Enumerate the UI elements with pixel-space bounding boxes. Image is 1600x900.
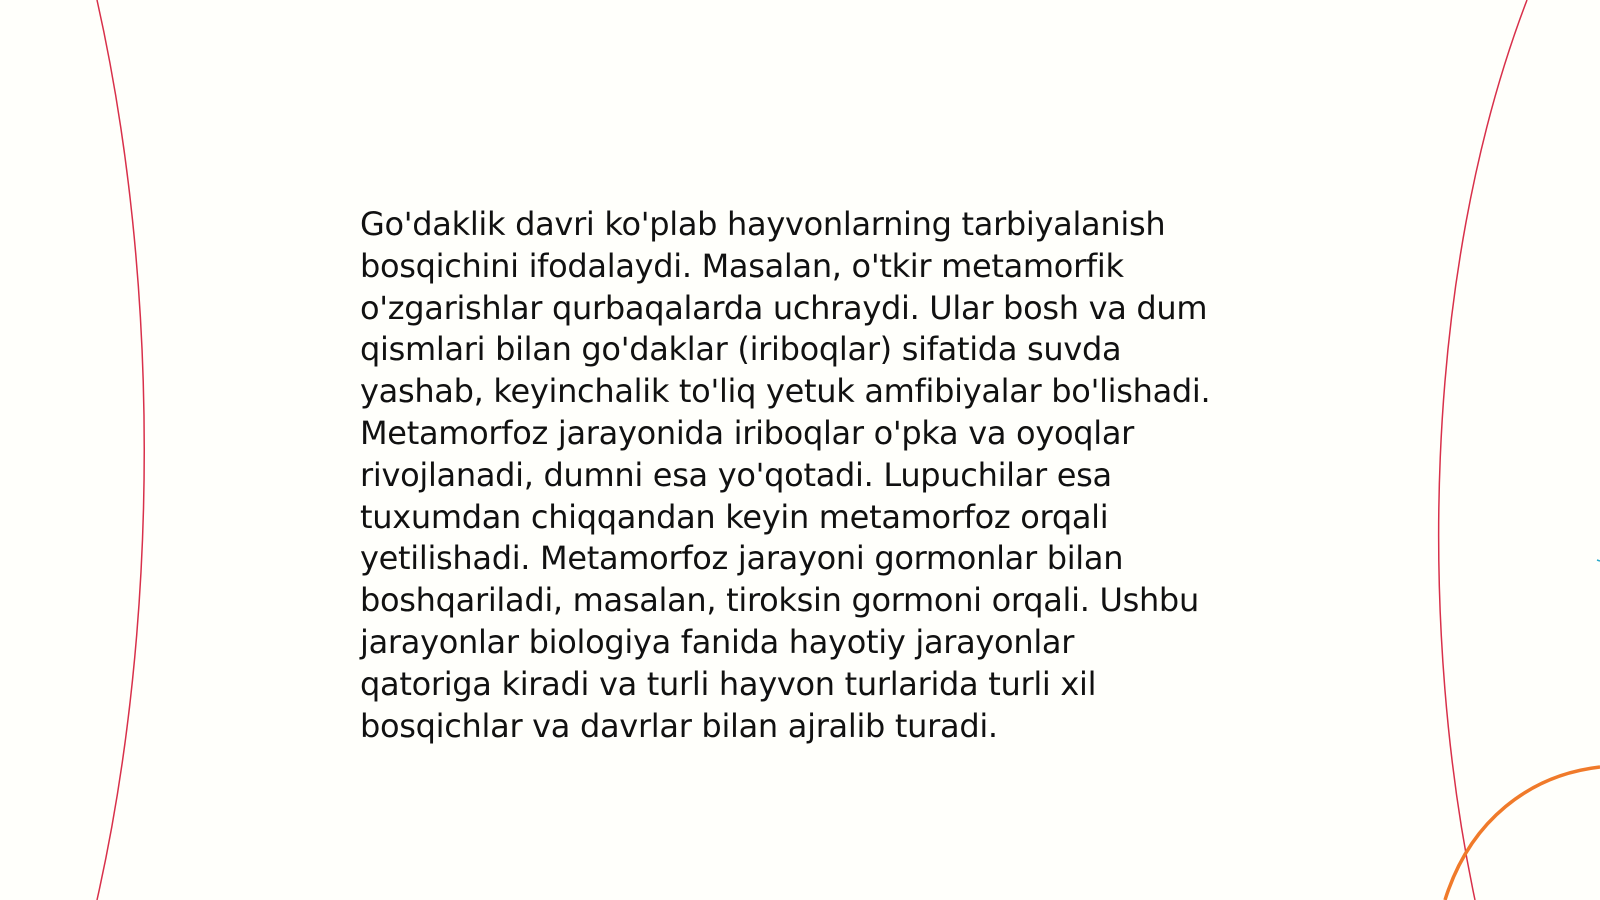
paragraph-line: tuxumdan chiqqandan keyin metamorfoz orqali bbox=[360, 497, 1109, 536]
paragraph-line: yashab, keyinchalik to'liq yetuk amfibiyalar bo'lishadi. bbox=[360, 372, 1211, 411]
paragraph-line: qismlari bilan go'daklar (iriboqlar) sifatida suvda bbox=[360, 330, 1122, 369]
paragraph-line: qatoriga kiradi va turli hayvon turlarida turli xil bbox=[360, 664, 1097, 703]
paragraph-line: o'zgarishlar qurbaqalarda uchraydi. Ular bosh va dum bbox=[360, 288, 1208, 327]
paragraph-line: bosqichini ifodalaydi. Masalan, o'tkir metamorfik bbox=[360, 246, 1124, 285]
paragraph-line: yetilishadi. Metamorfoz jarayoni gormonlar bilan bbox=[360, 539, 1124, 578]
paragraph-line: Go'daklik davri ko'plab hayvonlarning tarbiyalanish bbox=[360, 205, 1166, 243]
paragraph-line: jarayonlar biologiya fanida hayotiy jarayonlar bbox=[360, 622, 1075, 661]
paragraph-line: boshqariladi, masalan, tiroksin gormoni orqali. Ushbu bbox=[360, 581, 1199, 620]
paragraph-line: Metamorfoz jarayonida iriboqlar o'pka va oyoqlar bbox=[360, 413, 1135, 452]
paragraph-line: rivojlanadi, dumni esa yo'qotadi. Lupuchilar esa bbox=[360, 455, 1112, 494]
orange-arc bbox=[1445, 767, 1600, 900]
left-curve bbox=[97, 0, 144, 900]
right-curve bbox=[1439, 0, 1527, 900]
paragraph-line: bosqichlar va davrlar bilan ajralib turadi. bbox=[360, 706, 998, 745]
body-paragraph bbox=[360, 204, 1260, 747]
